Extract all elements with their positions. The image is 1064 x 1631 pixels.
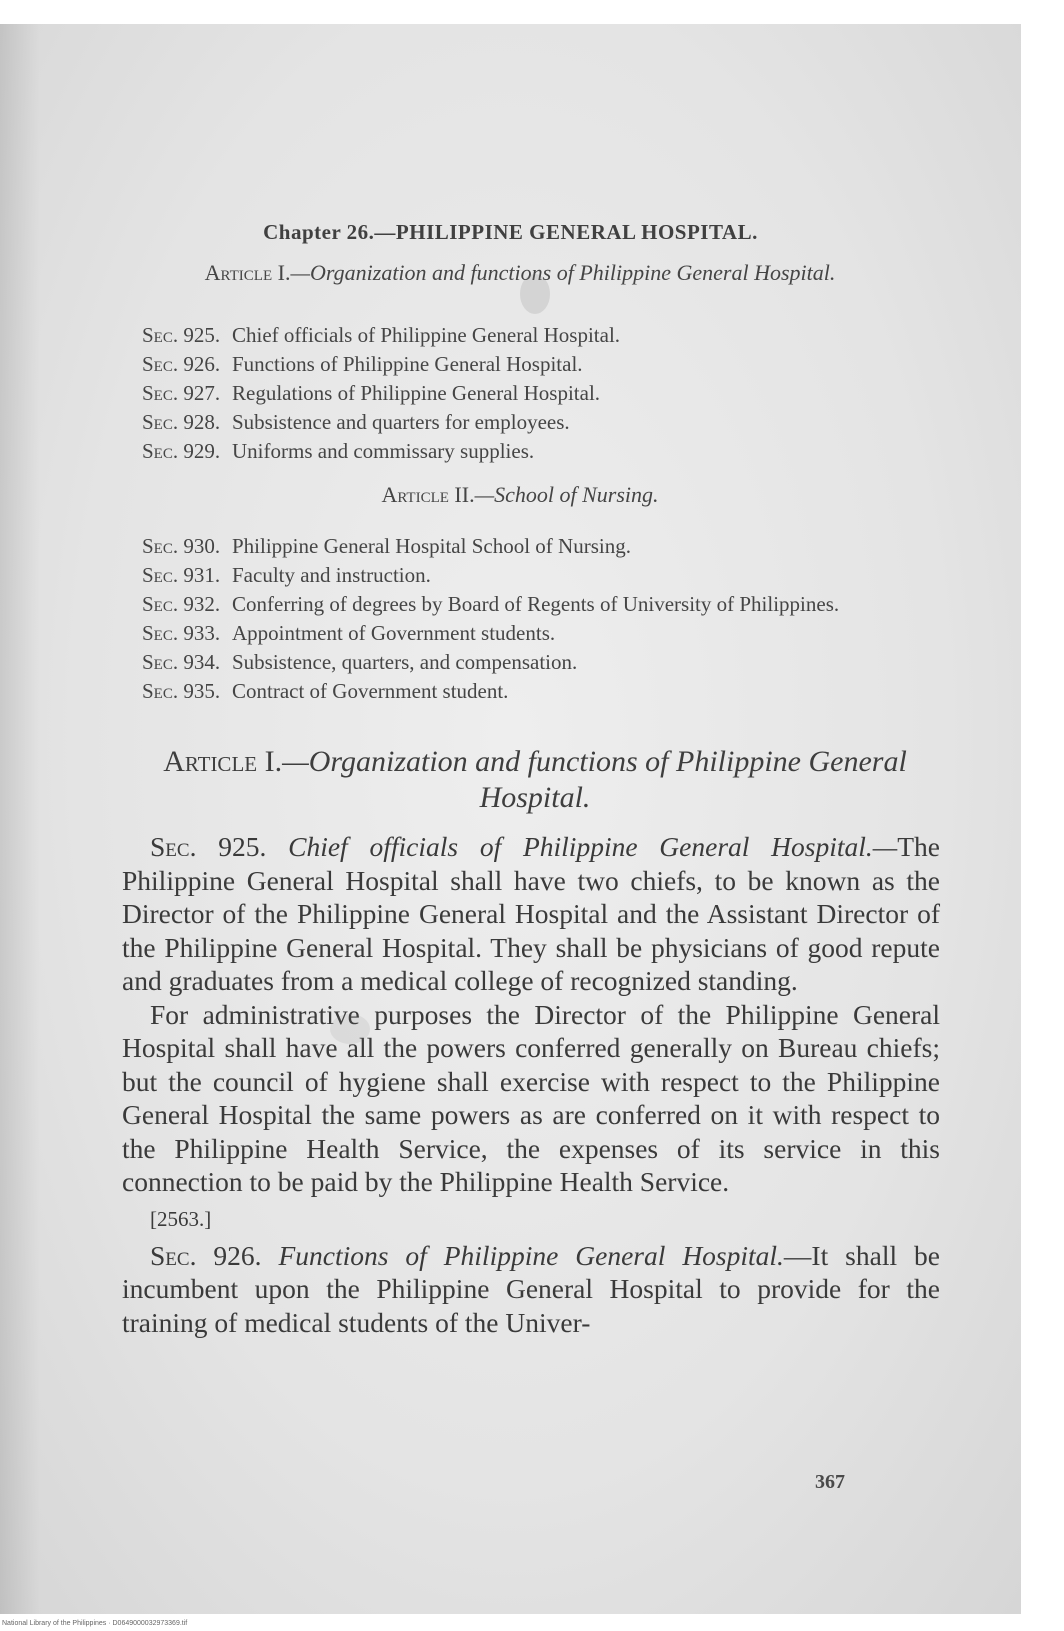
toc-article-1-heading [160, 258, 880, 287]
toc-article-2-label: Article II. [381, 482, 475, 507]
toc-sec-title: Philippine General Hospital School of Nursing. [232, 534, 631, 558]
toc-article-2-heading [160, 480, 880, 509]
section-925-para-2: For administrative purposes the Director of the Philippine General Hospital shall have all the powers conferred generally on Bureau chiefs; but the council of hygiene shall exercise with respect to the Philippine General Hospital the same powers as are conferred on it with respect to the Philippine Health Service, the expenses of its service in this connection to be paid by the Philippine Health Service. [122, 998, 940, 1197]
toc-sec-number: Sec. 928. [142, 410, 221, 434]
section-926-para [122, 1239, 940, 1340]
toc-sec-number: Sec. 930. [142, 534, 221, 558]
page-number: 367 [815, 1471, 845, 1493]
toc-item [142, 379, 942, 408]
toc-sec-title: Appointment of Government students. [232, 621, 556, 645]
toc-article-1-list [142, 321, 942, 466]
toc-item [142, 648, 942, 677]
toc-sec-number: Sec. 934. [142, 650, 221, 674]
toc-sec-title: Subsistence and quarters for employees. [232, 410, 570, 434]
toc-sec-title: Faculty and instruction. [232, 563, 431, 587]
toc-sec-title: Functions of Philippine General Hospital. [232, 352, 583, 376]
toc-sec-title: Subsistence, quarters, and compensation. [232, 650, 578, 674]
toc-item [142, 677, 942, 706]
scan-smudge [520, 274, 550, 314]
article-1-label: Article I. [163, 745, 283, 778]
toc-sec-number: Sec. 927. [142, 381, 221, 405]
toc-sec-number: Sec. 933. [142, 621, 221, 645]
toc-sec-number: Sec. 932. [142, 592, 221, 616]
section-926-label: Sec. 926. [150, 1239, 262, 1271]
section-925-text-1: The Philippine General Hospital shall have two chiefs, to be known as the Director of the Philippine General Hospital and the Assistant Director of the Philippine General Hospital. They shall be physicians of good repute and graduates from a medical college of recognized standing. [122, 831, 940, 996]
toc-item [142, 321, 942, 350]
toc-sec-title: Conferring of degrees by Board of Regents of University of Philippines. [232, 592, 840, 616]
toc-article-2-list [142, 532, 942, 706]
toc-item [142, 619, 942, 648]
toc-sec-title: Uniforms and commissary supplies. [232, 439, 535, 463]
toc-item [142, 590, 942, 619]
toc-sec-title: Regulations of Philippine General Hospital. [232, 381, 601, 405]
toc-sec-number: Sec. 935. [142, 679, 221, 703]
section-925-citation: [2563.] [150, 1206, 212, 1231]
article-1-title: —Organization and functions of Philippine General Hospital. [282, 745, 907, 814]
toc-item [142, 532, 942, 561]
toc-item [142, 408, 942, 437]
toc-sec-number: Sec. 926. [142, 352, 221, 376]
toc-item [142, 437, 942, 466]
toc-item [142, 350, 942, 379]
toc-sec-title: Chief officials of Philippine General Hospital. [232, 323, 621, 347]
toc-sec-title: Contract of Government student. [232, 679, 509, 703]
section-925-para-1 [122, 830, 940, 998]
section-925-label: Sec. 925. [150, 831, 267, 862]
document-page [0, 24, 1021, 1614]
page-edge-shadow [0, 24, 40, 1614]
section-926-title: Functions of Philippine General Hospital. [278, 1239, 784, 1271]
chapter-title: Chapter 26.—PHILIPPINE GENERAL HOSPITAL. [263, 220, 758, 244]
section-925-title: Chief officials of Philippine General Hospital.— [288, 831, 898, 862]
toc-article-1-label: Article I. [204, 260, 291, 285]
toc-sec-number: Sec. 931. [142, 563, 221, 587]
toc-article-2-title: —School of Nursing. [474, 482, 659, 507]
toc-sec-number: Sec. 929. [142, 439, 221, 463]
scan-footer: National Library of the Philippines · D0649000032973369.tif [2, 1620, 188, 1627]
scan-smudge [330, 1014, 370, 1044]
toc-item [142, 561, 942, 590]
article-1-heading [130, 744, 940, 816]
section-926-text: —It shall be incumbent upon the Philippine General Hospital to provide for the training of medical students of the Univer- [122, 1239, 941, 1338]
section-925 [122, 830, 940, 1339]
toc-sec-number: Sec. 925. [142, 323, 221, 347]
toc-article-1-title: —Organization and functions of Philippine General Hospital. [290, 260, 836, 285]
